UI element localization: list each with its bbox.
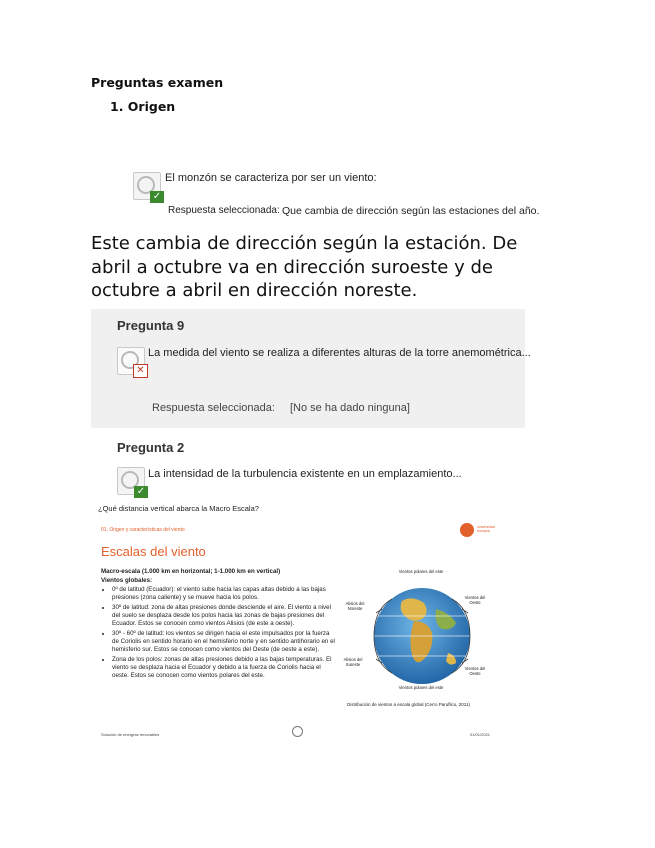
cross-icon: ✕: [133, 364, 148, 378]
answer-label: Respuesta seleccionada:: [168, 205, 280, 216]
map-label: Vientos del Oeste: [464, 666, 486, 676]
answer-value: Que cambia de dirección según las estaciones del año.: [282, 205, 540, 217]
list-item: • 30º de latitud: zona de altas presiones donde desciende el aire. El viento a nivel del suelo se desplaza desde los polos hacia las zonas de bajas presiones del Ecuador. Estos se conocen como vientos Alisios (de este a oeste).: [112, 604, 337, 628]
university-logo-icon: [460, 523, 474, 537]
figure-caption: Distribución de vientos a escala global (Cerro Paruflico, 2011): [347, 702, 470, 707]
map-label: Alisios del Noreste: [345, 601, 365, 611]
check-icon: ✓: [150, 191, 164, 203]
macro-scale-line: Macro-escala (1.000 km en horizontal; 1-1.000 km en vertical): [101, 568, 281, 575]
list-item: • Zona de los polos: zonas de altas presiones debido a las bajas temperaturas. El viento se desplaza hacia el Ecuador y debido a la fuerza de Coriolis hacia el oeste. Estos se conocen como vientos polares del este.: [112, 656, 337, 680]
list-item: • 0º de latitud (Ecuador): el viento sube hacia las capas altas debido a las bajas presiones (zona caliente) y se mueve hacia los polos.: [112, 586, 337, 602]
slide-header: 01. Origen y características del viento: [101, 527, 185, 533]
question-status-icon: [117, 347, 145, 375]
map-label: Vientos del Oeste: [464, 595, 486, 605]
question-text: El monzón se caracteriza por ser un viento:: [165, 172, 377, 184]
question-number: Pregunta 9: [117, 318, 185, 333]
map-label: Vientos polares del este: [398, 685, 444, 690]
slide-footer-right: 01/01/2021: [470, 732, 491, 737]
question-text: La intensidad de la turbulencia existente en un emplazamiento...: [148, 468, 462, 480]
slide-body: [101, 568, 337, 682]
map-label: Alisios del Sureste: [343, 657, 363, 667]
answer-label: Respuesta seleccionada:: [152, 402, 275, 414]
global-winds-heading: Vientos globales:: [101, 577, 153, 584]
logo-text: universidad europea: [477, 525, 495, 533]
question-status-icon: [117, 467, 145, 495]
section-heading: 1. Origen: [110, 99, 176, 114]
answer-paragraph: Este cambia de dirección según la estación. De abril a octubre va en dirección suroeste y de octubre a abril en dirección noreste.: [91, 233, 518, 301]
slide-title: Escalas del viento: [101, 544, 206, 559]
check-icon: ✓: [134, 486, 148, 498]
question-text: La medida del viento se realiza a diferentes alturas de la torre anemométrica...: [148, 347, 531, 359]
question-number: Pregunta 2: [117, 440, 185, 455]
lecture-slide: [97, 519, 501, 741]
question-status-icon: [133, 172, 161, 200]
global-winds-globe: [352, 571, 492, 701]
list-item: • 30º - 60º de latitud: los vientos se dirigen hacia el este impulsados por la fuerza de Coriolis en sentido horario en el hemisferio norte y en sentido antihorario en el hemisferio sur. Estos se conocen como vientos del Oeste (de oeste a este).: [112, 630, 337, 654]
map-label: Vientos polares del este: [398, 569, 444, 574]
slide-logo-icon: [292, 726, 303, 737]
slide-footer-left: Solución de energías renovables: [101, 732, 160, 737]
document-heading: Preguntas examen: [91, 75, 224, 90]
question-text: ¿Qué distancia vertical abarca la Macro Escala?: [98, 504, 259, 513]
answer-value: [No se ha dado ninguna]: [290, 402, 410, 414]
